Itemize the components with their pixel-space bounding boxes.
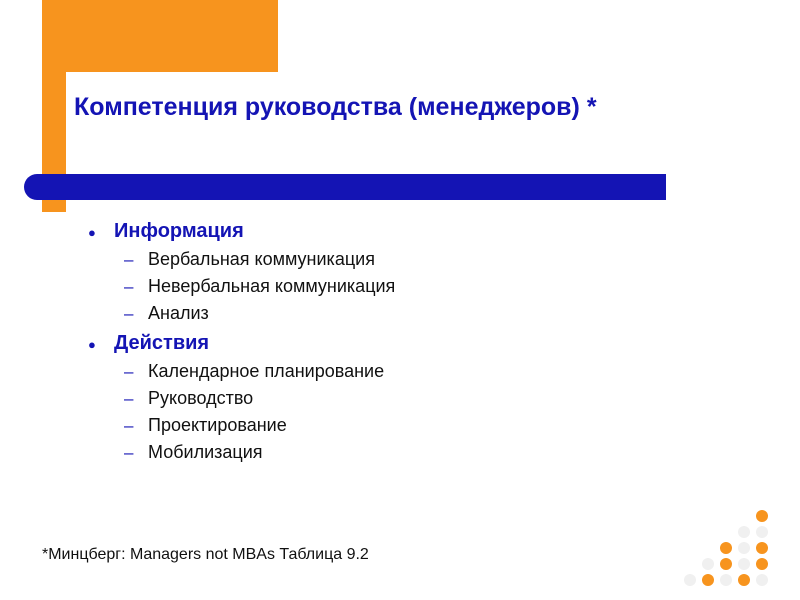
dash-icon: – bbox=[124, 362, 134, 381]
section-heading bbox=[88, 220, 748, 243]
list-item bbox=[88, 442, 748, 463]
list-item-label: Руководство bbox=[148, 388, 254, 408]
dash-icon: – bbox=[124, 250, 134, 269]
list-item-label: Мобилизация bbox=[148, 442, 263, 462]
section-heading-label: Действия bbox=[114, 332, 210, 354]
dash-icon: – bbox=[124, 389, 134, 408]
list-item bbox=[88, 415, 748, 436]
list-item bbox=[88, 249, 748, 270]
list-item bbox=[88, 361, 748, 382]
orange-header-block bbox=[42, 0, 278, 72]
slide-title: Компетенция руководства (менеджеров) * bbox=[74, 93, 597, 121]
list-item bbox=[88, 276, 748, 297]
list-item bbox=[88, 303, 748, 324]
dash-icon: – bbox=[124, 443, 134, 462]
section-heading bbox=[88, 332, 748, 355]
list-item bbox=[88, 388, 748, 409]
section-heading-label: Информация bbox=[114, 220, 244, 242]
decorative-dots bbox=[678, 510, 782, 584]
dash-icon: – bbox=[124, 304, 134, 323]
bullet-icon: ● bbox=[88, 337, 96, 352]
slide-content bbox=[88, 212, 748, 469]
bullet-icon: ● bbox=[88, 225, 96, 240]
dash-icon: – bbox=[124, 277, 134, 296]
list-item-label: Календарное планирование bbox=[148, 361, 385, 381]
dash-icon: – bbox=[124, 416, 134, 435]
list-item-label: Невербальная коммуникация bbox=[148, 276, 396, 296]
list-item-label: Проектирование bbox=[148, 415, 287, 435]
list-item-label: Анализ bbox=[148, 303, 209, 323]
list-item-label: Вербальная коммуникация bbox=[148, 249, 375, 269]
blue-divider-bar bbox=[24, 174, 666, 200]
slide-footnote: *Минцберг: Managers not MBAs Таблица 9.2 bbox=[42, 546, 369, 563]
